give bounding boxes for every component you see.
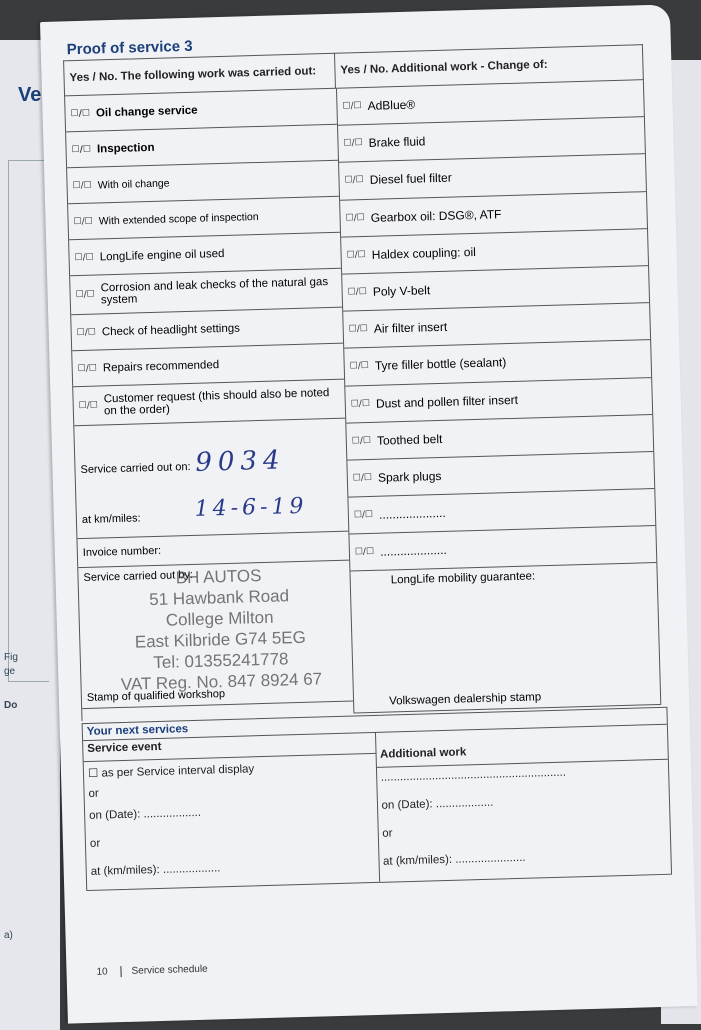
- service-by-label: Service carried out by:: [83, 568, 194, 584]
- work-item-label: Check of headlight settings: [101, 322, 241, 338]
- additional-work-label: Spark plugs: [377, 468, 442, 485]
- additional-work-label: Brake fluid: [368, 134, 426, 151]
- additional-work-label: Tyre filler bottle (sealant): [374, 355, 507, 374]
- yes-no-checkbox[interactable]: ☐/☐: [73, 216, 93, 227]
- work-item-label: Repairs recommended: [102, 358, 220, 374]
- next-date-field[interactable]: on (Date): ..................: [89, 807, 202, 823]
- work-item-label: With extended scope of inspection: [98, 210, 259, 227]
- yes-no-checkbox[interactable]: ☐/☐: [353, 510, 374, 521]
- work-item-label: Customer request (this should also be noted on the order): [103, 387, 330, 418]
- additional-work-label: Haldex coupling: oil: [371, 244, 477, 262]
- right-column-header: Yes / No. Additional work - Change of:: [334, 45, 643, 89]
- as-per-option[interactable]: ☐ as per Service interval display: [87, 763, 255, 781]
- previous-page-fragment: a): [4, 930, 13, 941]
- or-text: or: [382, 827, 393, 841]
- yes-no-checkbox[interactable]: ☐/☐: [349, 361, 370, 372]
- previous-page-fragment: Do: [4, 700, 18, 711]
- form-title: Proof of service 3: [66, 37, 193, 59]
- yes-no-checkbox[interactable]: ☐/☐: [76, 327, 96, 338]
- invoice-label: Invoice number:: [82, 544, 162, 560]
- additional-work-header: Additional work: [376, 739, 668, 768]
- page-footer: [96, 964, 207, 978]
- stamp-of-workshop-label: Stamp of qualified workshop: [86, 688, 226, 704]
- page-number: 10: [96, 966, 121, 978]
- yes-no-checkbox[interactable]: ☐/☐: [351, 435, 372, 447]
- previous-page-fragment: ge: [4, 666, 16, 677]
- yes-no-checkbox[interactable]: ☐/☐: [72, 180, 92, 191]
- yes-no-checkbox[interactable]: ☐/☐: [70, 108, 91, 119]
- yes-no-checkbox[interactable]: ☐/☐: [354, 547, 375, 558]
- previous-page-fragment: Fig: [4, 652, 18, 663]
- yes-no-checkbox[interactable]: ☐/☐: [74, 252, 94, 263]
- yes-no-checkbox[interactable]: ☐/☐: [78, 400, 99, 412]
- additional-work-label: Air filter insert: [373, 319, 448, 337]
- service-event-header: Service event: [83, 733, 375, 762]
- yes-no-checkbox[interactable]: ☐/☐: [352, 472, 373, 484]
- stamp-line: VAT Reg. No. 847 8924 67: [120, 669, 323, 694]
- stamp-line: BH AUTOS: [175, 566, 262, 588]
- additional-work-label: Poly V-belt: [372, 283, 431, 299]
- section-name: Service schedule: [131, 963, 208, 977]
- workshop-stamp: [98, 563, 341, 696]
- previous-page-heading: Ve: [18, 84, 42, 106]
- additional-work-label: ....................: [379, 543, 447, 560]
- yes-no-checkbox[interactable]: ☐/☐: [345, 212, 365, 224]
- additional-work-label: Dust and pollen filter insert: [375, 392, 519, 411]
- service-event-column: [83, 733, 379, 890]
- additional-work-label: Diesel fuel filter: [369, 171, 452, 188]
- yes-no-checkbox[interactable]: ☐/☐: [348, 324, 369, 335]
- additional-work-label: Toothed belt: [376, 431, 443, 448]
- stamp-line: College Milton: [165, 607, 274, 630]
- yes-no-checkbox[interactable]: ☐/☐: [346, 249, 366, 261]
- additional-work-field[interactable]: ..........................................................: [380, 767, 567, 785]
- yes-no-checkbox[interactable]: ☐/☐: [75, 289, 95, 301]
- additional-km-field[interactable]: at (km/miles): ......................: [382, 852, 526, 869]
- work-item-label: Inspection: [96, 141, 155, 155]
- work-item-label: Corrosion and leak checks of the natural gas system: [100, 276, 329, 307]
- km-miles-label: at km/miles:: [81, 512, 141, 527]
- left-column-header: Yes / No. The following work was carried out:: [64, 53, 336, 96]
- yes-no-checkbox[interactable]: ☐/☐: [350, 398, 371, 410]
- yes-no-checkbox[interactable]: ☐/☐: [342, 101, 362, 112]
- service-number-handwritten: 9034: [194, 445, 286, 478]
- additional-work-column: [374, 725, 671, 882]
- additional-work-label: Gearbox oil: DSG®, ATF: [370, 206, 502, 225]
- stamp-line: East Kilbride G74 5EG: [134, 627, 307, 652]
- next-km-field[interactable]: at (km/miles): ..................: [90, 862, 221, 879]
- work-item-label: With oil change: [97, 176, 170, 191]
- next-services-box: [82, 707, 672, 891]
- stamp-line: Tel: 01355241778: [153, 649, 289, 673]
- additional-date-field[interactable]: on (Date): ..................: [381, 797, 494, 813]
- km-miles-handwritten: 14-6-19: [194, 493, 308, 522]
- work-item-label: Oil change service: [95, 104, 198, 119]
- stamp-line: 51 Hawbank Road: [148, 586, 290, 610]
- next-services-title: Your next services: [83, 708, 667, 741]
- left-work-list: [64, 89, 354, 722]
- or-text: or: [88, 788, 99, 801]
- dealer-stamp-area: [350, 563, 660, 713]
- work-item-label: LongLife engine oil used: [99, 247, 225, 263]
- yes-no-checkbox[interactable]: ☐/☐: [347, 287, 367, 298]
- yes-no-checkbox[interactable]: ☐/☐: [344, 175, 364, 187]
- additional-work-label: AdBlue®: [367, 97, 416, 113]
- additional-work-label: ....................: [378, 506, 446, 522]
- service-carried-out-on-label: Service carried out on:: [80, 460, 191, 477]
- yes-no-checkbox[interactable]: ☐/☐: [71, 144, 92, 155]
- service-booklet-page: [40, 4, 698, 1023]
- mobility-guarantee-label: LongLife mobility guarantee:: [390, 570, 536, 587]
- dealer-stamp-label: Volkswagen dealership stamp: [388, 691, 542, 708]
- service-date-section: [74, 419, 348, 540]
- workshop-stamp-area: [78, 561, 353, 710]
- yes-no-checkbox[interactable]: ☐/☐: [343, 138, 363, 149]
- right-work-list: [337, 80, 661, 714]
- or-text: or: [89, 838, 101, 851]
- yes-no-checkbox[interactable]: ☐/☐: [77, 363, 97, 374]
- previous-page-box: [8, 160, 49, 682]
